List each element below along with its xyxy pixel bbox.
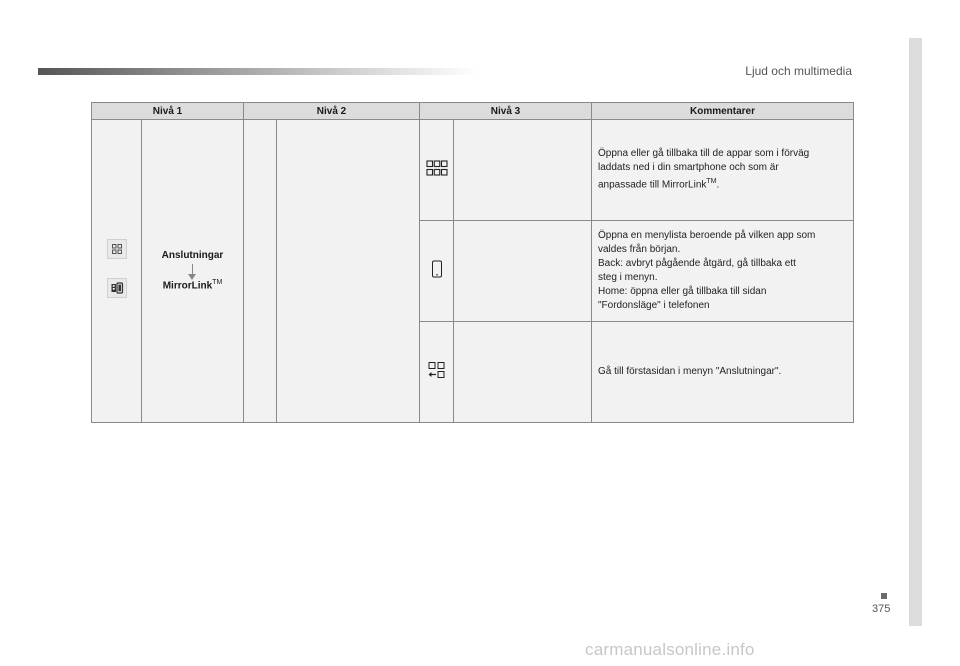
level1-cell bbox=[92, 120, 142, 423]
header-decorative-bar bbox=[38, 68, 478, 75]
down-arrow-icon bbox=[192, 264, 193, 276]
trademark-mark: TM bbox=[212, 279, 223, 287]
level2-empty-label-cell bbox=[277, 120, 420, 423]
connections-menu-icon[interactable] bbox=[107, 239, 127, 259]
comment-cell: Öppna eller gå tillbaka till de appar som i förväg laddats ned i din smartphone och som är anpassade till MirrorLink™. bbox=[592, 120, 854, 221]
level2-empty-icon-cell bbox=[244, 120, 277, 423]
level3-icon-cell bbox=[420, 221, 454, 322]
level2-cell bbox=[142, 120, 244, 423]
section-title: Ljud och multimedia bbox=[745, 64, 852, 78]
phone-icon[interactable] bbox=[431, 260, 443, 283]
comment-cell: Gå till förstasidan i menyn "Anslutningar". bbox=[592, 322, 854, 423]
page-edge-strip bbox=[909, 38, 922, 626]
level3-empty-cell bbox=[454, 322, 592, 423]
navigation-table bbox=[91, 102, 854, 423]
table-header-row bbox=[92, 103, 854, 120]
page-number: 375 bbox=[872, 603, 891, 615]
mirrorlink-icon[interactable] bbox=[107, 278, 127, 298]
column-header-level2: Nivå 2 bbox=[244, 103, 420, 120]
watermark: carmanualsonline.info bbox=[585, 640, 755, 659]
level3-empty-cell bbox=[454, 221, 592, 322]
level3-icon-cell bbox=[420, 120, 454, 221]
column-header-comments: Kommentarer bbox=[592, 103, 854, 120]
table-row bbox=[92, 120, 854, 221]
page-marker bbox=[881, 593, 887, 599]
column-header-level3: Nivå 3 bbox=[420, 103, 592, 120]
back-to-connections-icon[interactable] bbox=[427, 361, 447, 384]
level3-empty-cell bbox=[454, 120, 592, 221]
level3-icon-cell bbox=[420, 322, 454, 423]
column-header-level1: Nivå 1 bbox=[92, 103, 244, 120]
connections-label: Anslutningar bbox=[161, 250, 224, 262]
apps-grid-icon[interactable] bbox=[426, 160, 448, 181]
comment-cell: Öppna en menylista beroende på vilken app som valdes från början. Back: avbryt pågående åtgärd, gå tillbaka ett steg i menyn. Home: öppna eller gå tillbaka till sidan "Fordonsläge" i telefonen bbox=[592, 221, 854, 322]
mirrorlink-label: MirrorLink™ bbox=[162, 279, 223, 292]
